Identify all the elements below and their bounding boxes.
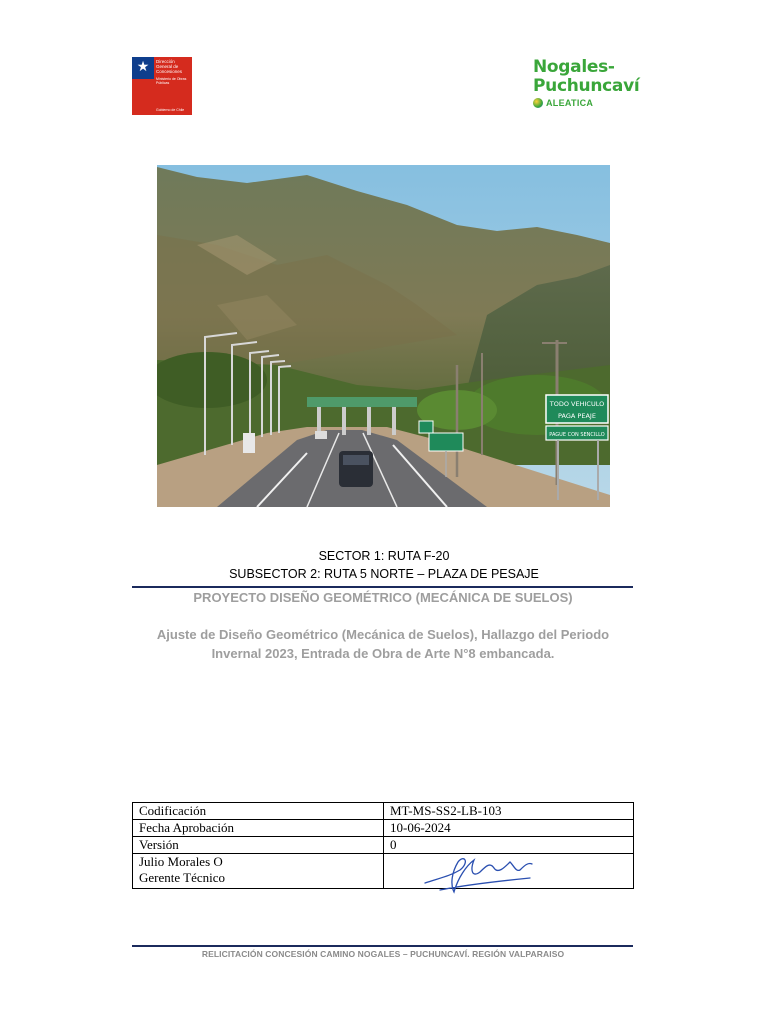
project-description: Ajuste de Diseño Geométrico (Mecánica de Suelos), Hallazgo del Periodo Invernal 2023, Entrada de Obra de Arte N°8 embancada. bbox=[156, 627, 610, 661]
table-row bbox=[133, 837, 634, 854]
subsector-title: SUBSECTOR 2: RUTA 5 NORTE – PLAZA DE PESAJE bbox=[229, 567, 539, 581]
signature-cell bbox=[384, 854, 634, 889]
sign-line2: PAGA PEAJE bbox=[558, 412, 596, 420]
star-icon: ★ bbox=[136, 58, 150, 74]
project-title: PROYECTO DISEÑO GEOMÉTRICO (MECÁNICA DE SUELOS) bbox=[193, 590, 573, 605]
title-divider bbox=[132, 586, 633, 588]
toll-plaza-photo bbox=[157, 165, 610, 507]
brand-name-line1: Nogales- bbox=[533, 57, 615, 77]
table-row bbox=[133, 820, 634, 837]
table-row bbox=[133, 854, 634, 889]
brand-name-line2: Puchuncaví bbox=[533, 76, 640, 96]
brand-tagline: ALEATICA bbox=[546, 98, 594, 108]
gov-logo-line2: Ministerio de Obras Públicas bbox=[156, 77, 187, 85]
signer-cell bbox=[133, 854, 384, 889]
gov-logo-line3: Gobierno de Chile bbox=[156, 108, 185, 112]
footer-text: RELICITACIÓN CONCESIÓN CAMINO NOGALES – PUCHUNCAVÍ. REGIÓN VALPARAISO bbox=[201, 949, 565, 959]
value-codificacion: MT-MS-SS2-LB-103 bbox=[384, 803, 634, 820]
cover-photo bbox=[157, 165, 610, 507]
label-version: Versión bbox=[133, 837, 384, 854]
table-row bbox=[133, 803, 634, 820]
value-fecha-aprobacion: 10-06-2024 bbox=[384, 820, 634, 837]
footer-divider bbox=[132, 945, 633, 947]
sign-line3: PAGUE CON SENCILLO bbox=[549, 432, 605, 438]
sector-title: SECTOR 1: RUTA F-20 bbox=[318, 549, 450, 563]
gov-logo-line1: Dirección General de Concesiones bbox=[156, 59, 183, 74]
label-codificacion: Codificación bbox=[133, 803, 384, 820]
sign-line1: TODO VEHICULO bbox=[549, 400, 605, 408]
document-metadata-table bbox=[132, 802, 634, 889]
brand-logo bbox=[533, 58, 639, 108]
signature-image bbox=[420, 848, 540, 898]
government-logo bbox=[132, 57, 192, 115]
globe-icon bbox=[533, 98, 543, 108]
value-version: 0 bbox=[384, 837, 634, 854]
signer-name: Julio Morales O bbox=[139, 854, 223, 869]
label-fecha-aprobacion: Fecha Aprobación bbox=[133, 820, 384, 837]
signer-role: Gerente Técnico bbox=[139, 870, 226, 885]
